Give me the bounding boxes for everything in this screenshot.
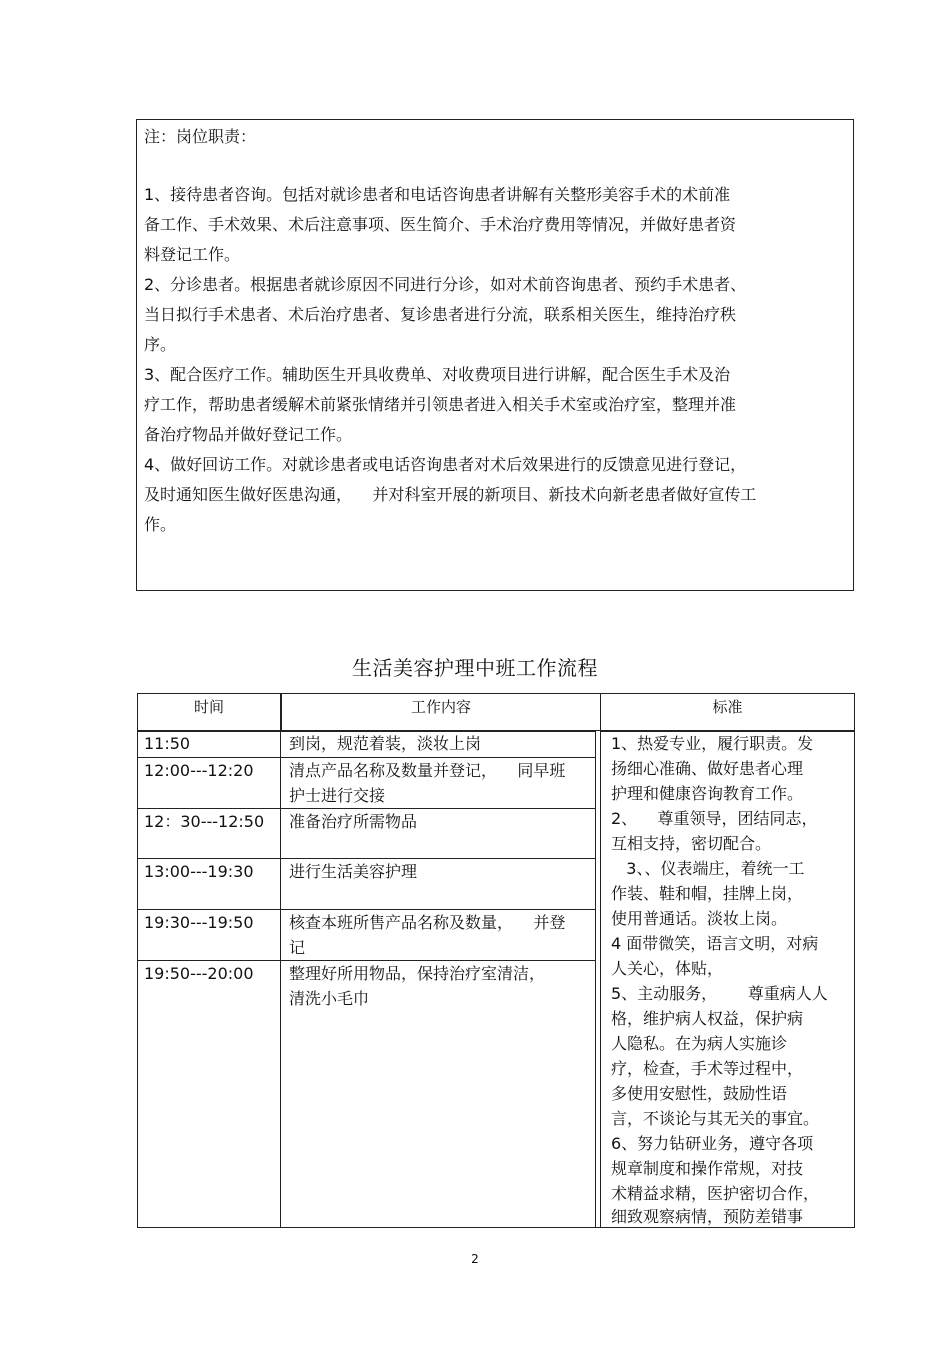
row-time: 13:00---19:30 [144,862,254,881]
row-time: 19:30---19:50 [144,913,254,932]
row-content: 准备治疗所需物品 [289,812,418,831]
standard-line: 使用普通话。淡妆上岗。 [611,909,788,928]
note-line: 备工作、手术效果、术后注意事项、医生简介、手术治疗费用等情况，并做好患者资 [144,215,737,234]
standard-line: 3、、仪表端庄，着统一工 [611,859,805,878]
note-line: 料登记工作。 [144,245,241,264]
note-line: 序。 [144,335,177,354]
standard-line: 多使用安慰性，鼓励性语 [611,1084,788,1103]
row-content: 清点产品名称及数量并登记， 同早班 [289,761,566,780]
standard-line: 人关心，体贴， [611,959,724,978]
row-time: 12:00---12:20 [144,761,254,780]
note-line: 备治疗物品并做好登记工作。 [144,425,353,444]
note-line: 当日拟行手术患者、术后治疗患者、复诊患者进行分流，联系相关医生，维持治疗秩 [144,305,737,324]
standard-line: 规章制度和操作常规，对技 [611,1159,804,1178]
standard-line: 2、 尊重领导，团结同志， [611,809,818,828]
row-content: 护士进行交接 [289,786,386,805]
page-number: 2 [471,1252,479,1266]
time-cell [137,960,281,1228]
note-line: 2、分诊患者。根据患者就诊原因不同进行分诊，如对术前咨询患者、预约手术患者、 [144,275,747,294]
note-line: 3、配合医疗工作。辅助医生开具收费单、对收费项目进行讲解，配合医生手术及治 [144,365,731,384]
note-heading: 注：岗位职责： [144,127,257,146]
standard-line: 术精益求精，医护密切合作， [611,1184,820,1203]
standard-line: 互相支持，密切配合。 [611,834,772,853]
workflow-title: 生活美容护理中班工作流程 [352,656,598,680]
note-line: 4、做好回访工作。对就诊患者或电话咨询患者对术后效果进行的反馈意见进行登记， [144,455,747,474]
row-content: 核查本班所售产品名称及数量， 并登 [289,913,566,932]
row-content: 记 [289,938,306,957]
standard-line: 扬细心准确、做好患者心理 [611,759,804,778]
header-time: 时间 [137,693,281,731]
row-content: 进行生活美容护理 [289,862,418,881]
duties-note-box [136,119,854,591]
row-time: 12：30---12:50 [144,812,265,831]
standard-line: 1、热爱专业，履行职责。发 [611,734,814,753]
standard-line: 人隐私。在为病人实施诊 [611,1034,788,1053]
standard-line: 细致观察病情，预防差错事 [611,1207,804,1226]
standard-line: 格，维护病人权益，保护病 [611,1009,804,1028]
header-standard: 标准 [600,693,855,731]
row-content: 到岗，规范着装，淡妆上岗 [289,734,482,753]
standard-line: 6、努力钻研业务，遵守各项 [611,1134,814,1153]
standard-line: 4 面带微笑，语言文明，对病 [611,934,819,953]
note-line: 及时通知医生做好医患沟通， 并对科室开展的新项目、新技术向新老患者做好宣传工 [144,485,757,504]
header-content: 工作内容 [281,693,601,731]
row-time: 19:50---20:00 [144,964,254,983]
note-line: 1、接待患者咨询。包括对就诊患者和电话咨询患者讲解有关整形美容手术的术前准 [144,185,731,204]
standard-line: 疗，检查，手术等过程中， [611,1059,804,1078]
standard-line: 言，不谈论与其无关的事宜。 [611,1109,820,1128]
standard-line: 护理和健康咨询教育工作。 [611,784,804,803]
standard-line: 5、主动服务， 尊重病人人 [611,984,828,1003]
standard-line: 作装、鞋和帽，挂牌上岗， [611,884,804,903]
note-line: 疗工作，帮助患者缓解术前紧张情绪并引领患者进入相关手术室或治疗室，整理并准 [144,395,737,414]
row-content: 清洗小毛巾 [289,989,370,1008]
note-line: 作。 [144,515,177,534]
row-content: 整理好所用物品，保持治疗室清洁， [289,964,546,983]
row-time: 11:50 [144,734,191,753]
